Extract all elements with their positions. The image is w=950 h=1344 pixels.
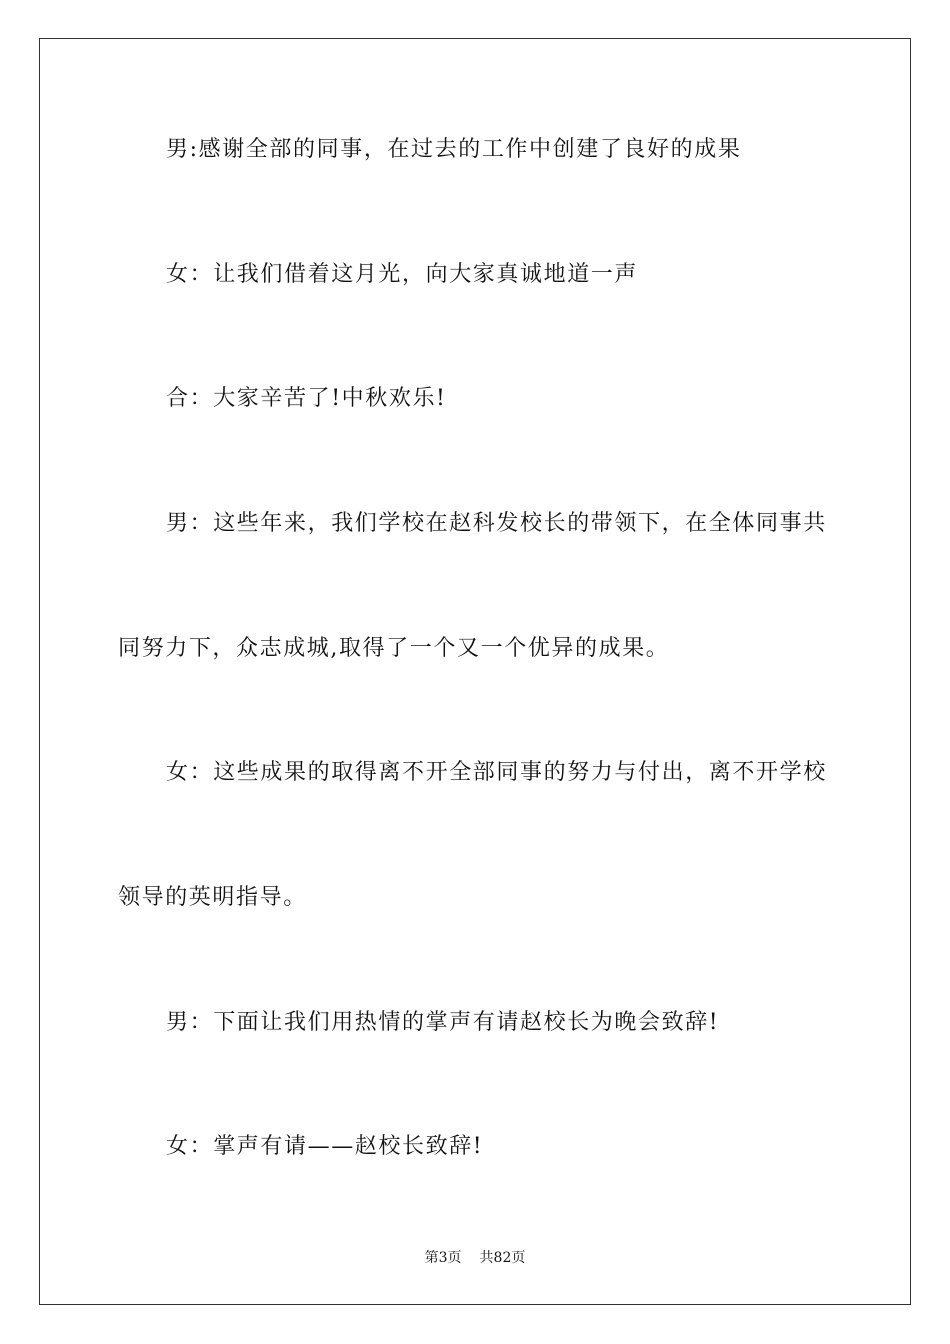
paragraph-line-5: 同努力下，众志成城,取得了一个又一个优异的成果。	[118, 636, 670, 661]
paragraph-line-6: 女：这些成果的取得离不开全部同事的努力与付出，离不开学校	[166, 760, 827, 785]
paragraph-line-1: 男:感谢全部的同事，在过去的工作中创建了良好的成果	[166, 137, 742, 162]
paragraph-line-2: 女：让我们借着这月光，向大家真诚地道一声	[166, 262, 639, 287]
paragraph-line-3: 合：大家辛苦了!中秋欢乐!	[166, 386, 447, 411]
paragraph-line-7: 领导的英明指导。	[118, 885, 307, 910]
page-total: 共82页	[479, 1250, 526, 1266]
page-footer	[0, 1249, 950, 1267]
page-border	[39, 38, 911, 1305]
paragraph-line-4: 男：这些年来，我们学校在赵科发校长的带领下，在全体同事共	[166, 511, 827, 536]
paragraph-line-8: 男：下面让我们用热情的掌声有请赵校长为晚会致辞!	[166, 1010, 720, 1035]
paragraph-line-9: 女：掌声有请——赵校长致辞!	[166, 1134, 484, 1159]
page-number: 第3页	[424, 1250, 462, 1266]
